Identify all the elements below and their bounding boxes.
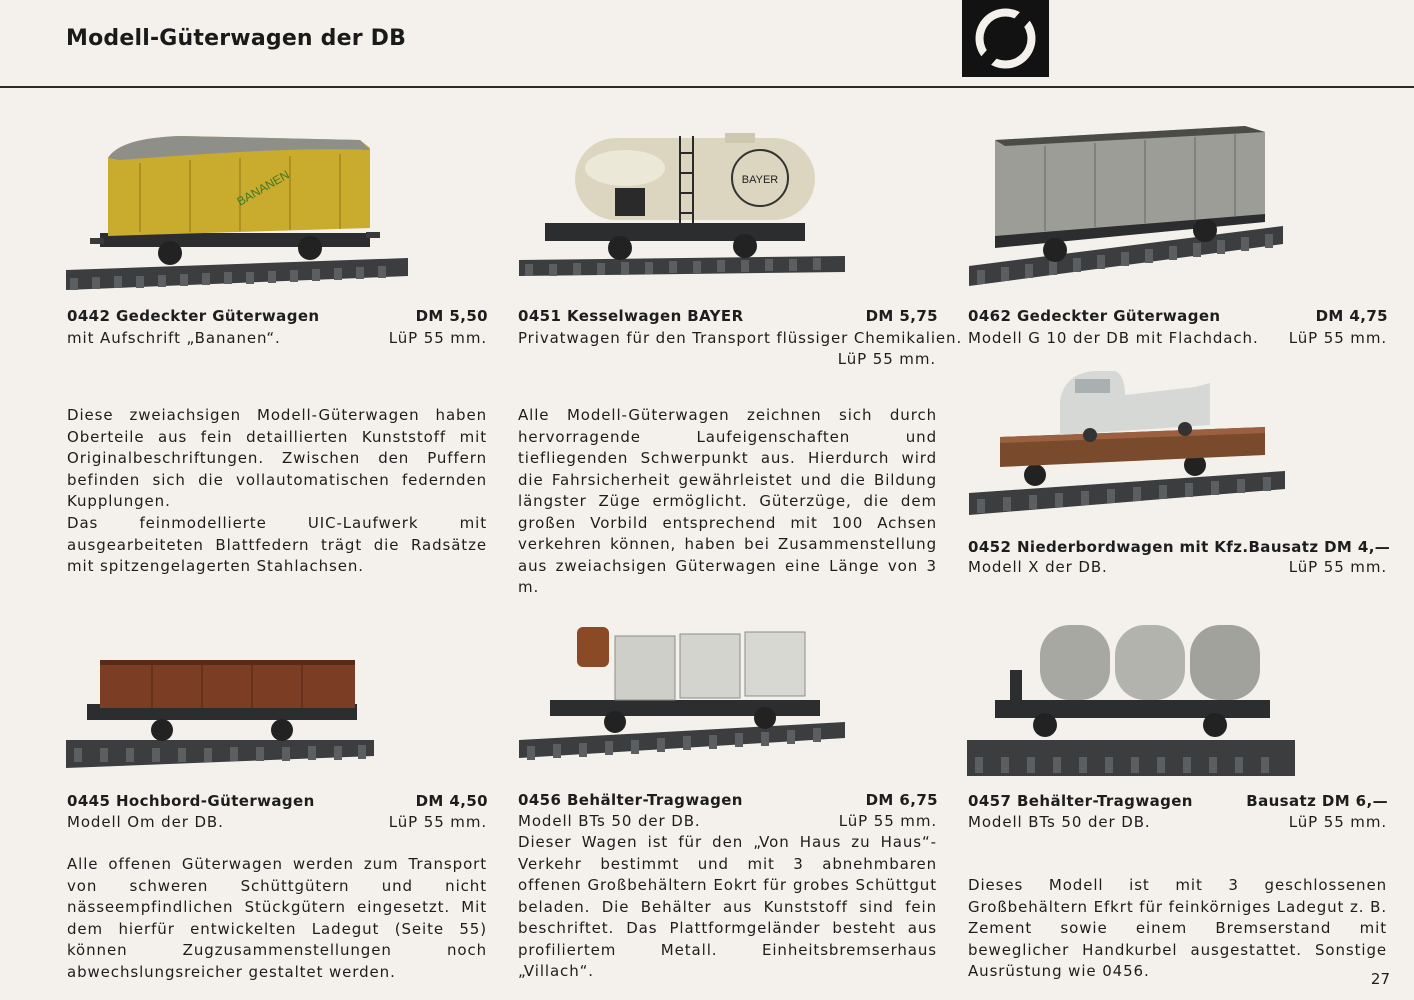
- brand-logo: [962, 0, 1049, 77]
- product-0442-name: 0442 Gedeckter Güterwagen: [67, 307, 320, 325]
- product-0451-name: 0451 Kesselwagen BAYER: [518, 307, 744, 325]
- product-0457-heading: [968, 792, 1388, 810]
- product-0445-heading: [67, 792, 488, 810]
- product-0462-price: DM 4,75: [1315, 307, 1388, 325]
- product-0442-price: DM 5,50: [415, 307, 488, 325]
- product-0462-description: Modell G 10 der DB mit Flachdach.: [968, 329, 1259, 347]
- product-0451-heading: [518, 307, 938, 325]
- intro-paragraph-2: Das feinmodellierte UIC-Laufwerk mit ausgearbeiteten Blattfedern trägt die Radsätze mit spitzengelagerten Stahlachsen.: [67, 514, 487, 575]
- product-0462-heading: [968, 307, 1388, 325]
- wagon-0456-image: [515, 622, 850, 762]
- bayer-lettering: BAYER: [741, 174, 779, 186]
- product-0445-text: Alle offenen Güterwagen werden zum Transport von schweren Schüttgütern und nicht nässeempfindlichen Stückgütern eingesetzt. Mit dem hierfür entwickelten Ladegut (Seite 55) können Zugzusammenstellungen noch abwechslungsreicher gestaltet werden.: [67, 855, 487, 981]
- product-0457-name: 0457 Behälter-Tragwagen: [968, 792, 1193, 810]
- product-0462-length: LüP 55 mm.: [1288, 329, 1387, 347]
- wagon-0457-image: [965, 615, 1300, 780]
- product-0451-details: [518, 329, 963, 347]
- product-0457-price: Bausatz DM 6,—: [1246, 792, 1388, 810]
- product-0452-details: [968, 558, 1387, 576]
- product-0442-heading: [67, 307, 488, 325]
- product-0456-name: 0456 Behälter-Tragwagen: [518, 791, 743, 809]
- intro-paragraph-3: Alle Modell-Güterwagen zeichnen sich durch hervorragende Laufeigenschaften und tiefliegenden Schwerpunkt aus. Hierdurch wird die Fahrsicherheit gewährleistet und die Bildung längster Züge ermöglicht. Güterzüge, die dem großen Vorbild entsprechend mit 100 Achsen verkehren können, haben bei Zusammenstellung aus zweiachsigen Güterwagen eine Länge von 3 m.: [518, 406, 937, 596]
- header-rule: [0, 86, 1414, 88]
- product-0442-length: LüP 55 mm.: [388, 329, 487, 347]
- wagon-0445-image: [62, 652, 377, 772]
- wagon-0452-image: [965, 365, 1290, 525]
- product-0462-name: 0462 Gedeckter Güterwagen: [968, 307, 1221, 325]
- product-0452-heading: [968, 538, 1391, 556]
- product-0442-details: [67, 329, 487, 347]
- product-0456-length: LüP 55 mm.: [838, 812, 937, 830]
- page-number: 27: [1370, 970, 1390, 988]
- wagon-0451-image: [515, 128, 850, 278]
- product-0452-price: Bausatz DM 4,—: [1248, 538, 1391, 556]
- product-0457-description: Modell BTs 50 der DB.: [968, 813, 1151, 831]
- product-0462-details: [968, 329, 1387, 347]
- product-0456-description: Modell BTs 50 der DB.: [518, 812, 701, 830]
- product-0452-length: LüP 55 mm.: [1288, 558, 1387, 576]
- product-0445-price: DM 4,50: [415, 792, 488, 810]
- product-0451-description: Privatwagen für den Transport flüssiger Chemikalien.: [518, 329, 963, 347]
- product-0445-details: [67, 813, 487, 831]
- intro-paragraph-1: Diese zweiachsigen Modell-Güterwagen haben Oberteile aus fein detaillierten Kunststoff mit Originalbeschriftungen. Zwischen den Puffern befinden sich die vollautomatischen federnden Kupplungen.: [67, 406, 487, 510]
- wagon-0442-image: [60, 128, 415, 296]
- product-0445-name: 0445 Hochbord-Güterwagen: [67, 792, 315, 810]
- product-0456-text: Dieser Wagen ist für den „Von Haus zu Haus“-Verkehr bestimmt und mit 3 abnehmbaren offenen Großbehältern Eokrt für grobes Schüttgut beladen. Die Behälter aus Kunststoff sind fein beschriftet. Das Plattformgeländer besteht aus profiliertem Metall. Einheitsbremserhaus „Villach“.: [518, 833, 937, 980]
- product-0451-length: LüP 55 mm.: [837, 350, 936, 368]
- product-0457-details: [968, 813, 1387, 831]
- wagon-0462-image: [965, 118, 1285, 293]
- page-title: Modell-Güterwagen der DB: [66, 26, 407, 51]
- product-0452-name: 0452 Niederbordwagen mit Kfz.: [968, 538, 1249, 556]
- product-0451-price: DM 5,75: [865, 307, 938, 325]
- product-0445-length: LüP 55 mm.: [388, 813, 487, 831]
- bananen-lettering: BANANEN: [234, 167, 292, 209]
- product-0457-text: Dieses Modell ist mit 3 geschlossenen Großbehältern Efkrt für feinkörniges Ladegut z. B. Zement sowie einem Bremserstand mit beweglicher Handkurbel ausgestattet. Sonstige Ausrüstung wie 0456.: [968, 876, 1387, 980]
- product-0456-heading: [518, 791, 938, 809]
- product-0442-description: mit Aufschrift „Bananen“.: [67, 329, 281, 347]
- product-0445-description: Modell Om der DB.: [67, 813, 224, 831]
- product-0456-details: [518, 812, 937, 830]
- product-0452-description: Modell X der DB.: [968, 558, 1108, 576]
- product-0456-price: DM 6,75: [865, 791, 938, 809]
- product-0457-length: LüP 55 mm.: [1288, 813, 1387, 831]
